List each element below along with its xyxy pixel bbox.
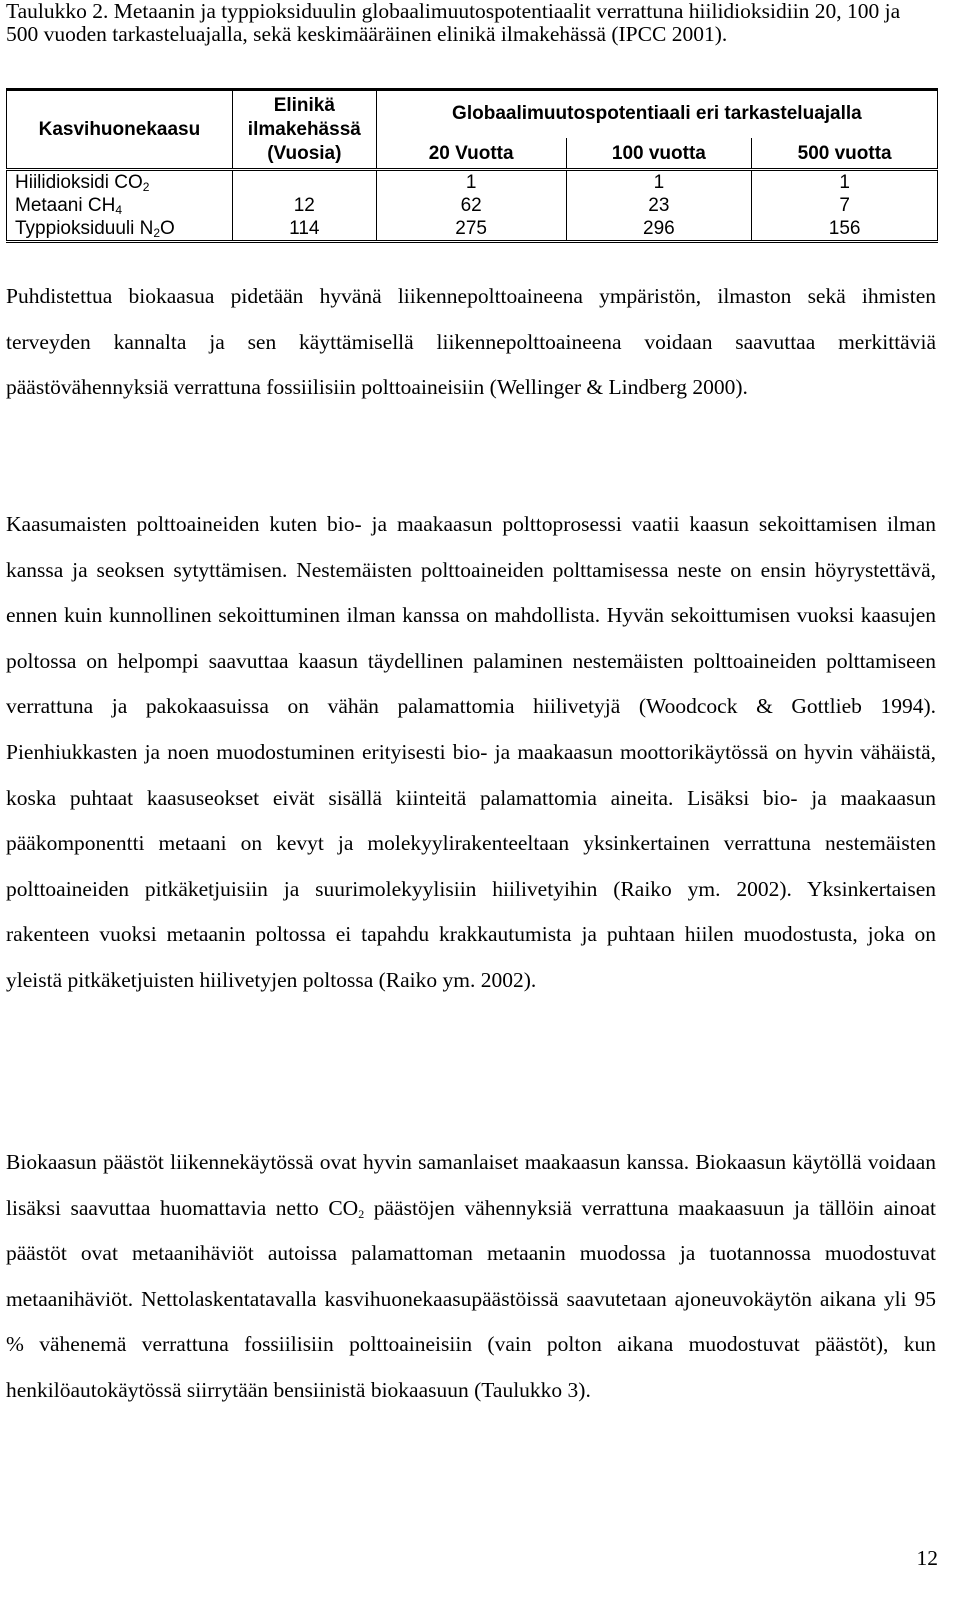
paragraph-2: Kaasumaisten polttoaineiden kuten bio- ja maakaasun polttoprosessi vaatii kaasun sekoittamisen ilman kanssa ja seoksen sytyttämisen. Nestemäisten polttoaineiden polttamisessa neste on ensin höyrystettävä, ennen kuin kunnollinen sekoittuminen ilman kanssa on mahdollista. Hyvän sekoittumisen vuoksi kaasujen poltossa on helpompi saavuttaa kaasun täydellinen palaminen nestemäisten polttoaineiden polttamiseen verrattuna ja pakokaasuissa on vähän palamattomia hiilivetyjä (Woodcock & Gottlieb 1994). Pienhiukkasten ja noen muodostuminen erityisesti bio- ja maakaasun moottorikäytössä on hyvin vähäistä, koska puhtaat kaasuseokset eivät sisällä kiinteitä palamattomia aineita. Lisäksi bio- ja maakaasun pääkomponentti metaani on kevyt ja molekyylirakenteeltaan yksinkertainen verrattuna nestemäisten polttoaineiden pitkäketjuisiin ja suurimolekyylisiin hiilivetyihin (Raiko ym. 2002). Yksinkertaisen rakenteen vuoksi metaanin poltossa ei tapahdu krakkautumista ja puhtaan hiilen muodostusta, joka on yleistä pitkäketjuisten hiilivetyjen poltossa (Raiko ym. 2002). <box>6 512 936 992</box>
paragraph-1: Puhdistettua biokaasua pidetään hyvänä liikennepolttoaineena ympäristön, ilmaston sekä ihmisten terveyden kannalta ja sen käyttämisellä liikennepolttoaineena voidaan saavuttaa merkittäviä päästövähennyksiä verrattuna fossiilisiin polttoaineisiin (Wellinger & Lindberg 2000). <box>6 284 936 400</box>
lifetime-value <box>232 170 376 195</box>
header-horizon-20: 20 Vuotta <box>376 138 566 170</box>
gwp-table <box>6 88 938 243</box>
header-horizon-100: 100 vuotta <box>566 138 752 170</box>
gas-name: Metaani $CH_4$ <box>7 194 233 217</box>
gwp-100-value: 1 <box>566 170 752 195</box>
header-horizon-500: 500 vuotta <box>752 138 938 170</box>
table-row-n2o <box>7 217 938 242</box>
table-row-ch4 <box>7 194 938 217</box>
gwp-100-value: 23 <box>566 194 752 217</box>
header-gas: Kasvihuonekaasu <box>7 90 233 170</box>
lifetime-value: 114 <box>232 217 376 242</box>
gwp-20-value: 275 <box>376 217 566 242</box>
header-lifetime: Elinikä ilmakehässä (Vuosia) <box>232 90 376 170</box>
gwp-500-value: 156 <box>752 217 938 242</box>
gwp-20-value: 62 <box>376 194 566 217</box>
gas-name: Typpioksiduuli $N_2O$ <box>7 217 233 242</box>
paragraph-3: Biokaasun päästöt liikennekäytössä ovat hyvin samanlaiset maakaasun kanssa. Biokaasun käytöllä voidaan lisäksi saavuttaa huomattavia netto $CO_2$ päästöjen vähennyksiä verrattuna maakaasuun ja tällöin ainoat päästöt ovat metaanihäviöt autoissa palamattoman metaanin muodossa ja tuotannossa muodostuvat metaanihäviöt. Nettolaskentatavalla kasvihuonekaasupäästöissä saavutetaan ajoneuvokäytön aikana yli 95 % vähenemä verrattuna fossiilisiin polttoaineisiin (vain polton aikana muodostuvat päästöt), kun henkilöautokäytössä siirrytään bensiinistä biokaasuun (Taulukko 3). <box>6 1150 936 1402</box>
gas-name: Hiilidioksidi $CO_2$ <box>7 170 233 195</box>
gwp-500-value: 1 <box>752 170 938 195</box>
lifetime-value: 12 <box>232 194 376 217</box>
gwp-20-value: 1 <box>376 170 566 195</box>
gwp-100-value: 296 <box>566 217 752 242</box>
page-number: 12 <box>916 1546 938 1570</box>
table-row-co2 <box>7 170 938 195</box>
header-gwp: Globaalimuutospotentiaali eri tarkasteluajalla <box>376 90 937 138</box>
gwp-500-value: 7 <box>752 194 938 217</box>
table-caption: Taulukko 2. Metaanin ja typpioksiduulin globaalimuutospotentiaalit verrattuna hiilidioksidiin 20, 100 ja 500 vuoden tarkasteluajalla, sekä keskimääräinen elinikä ilmakehässä (IPCC 2001). <box>6 0 901 46</box>
